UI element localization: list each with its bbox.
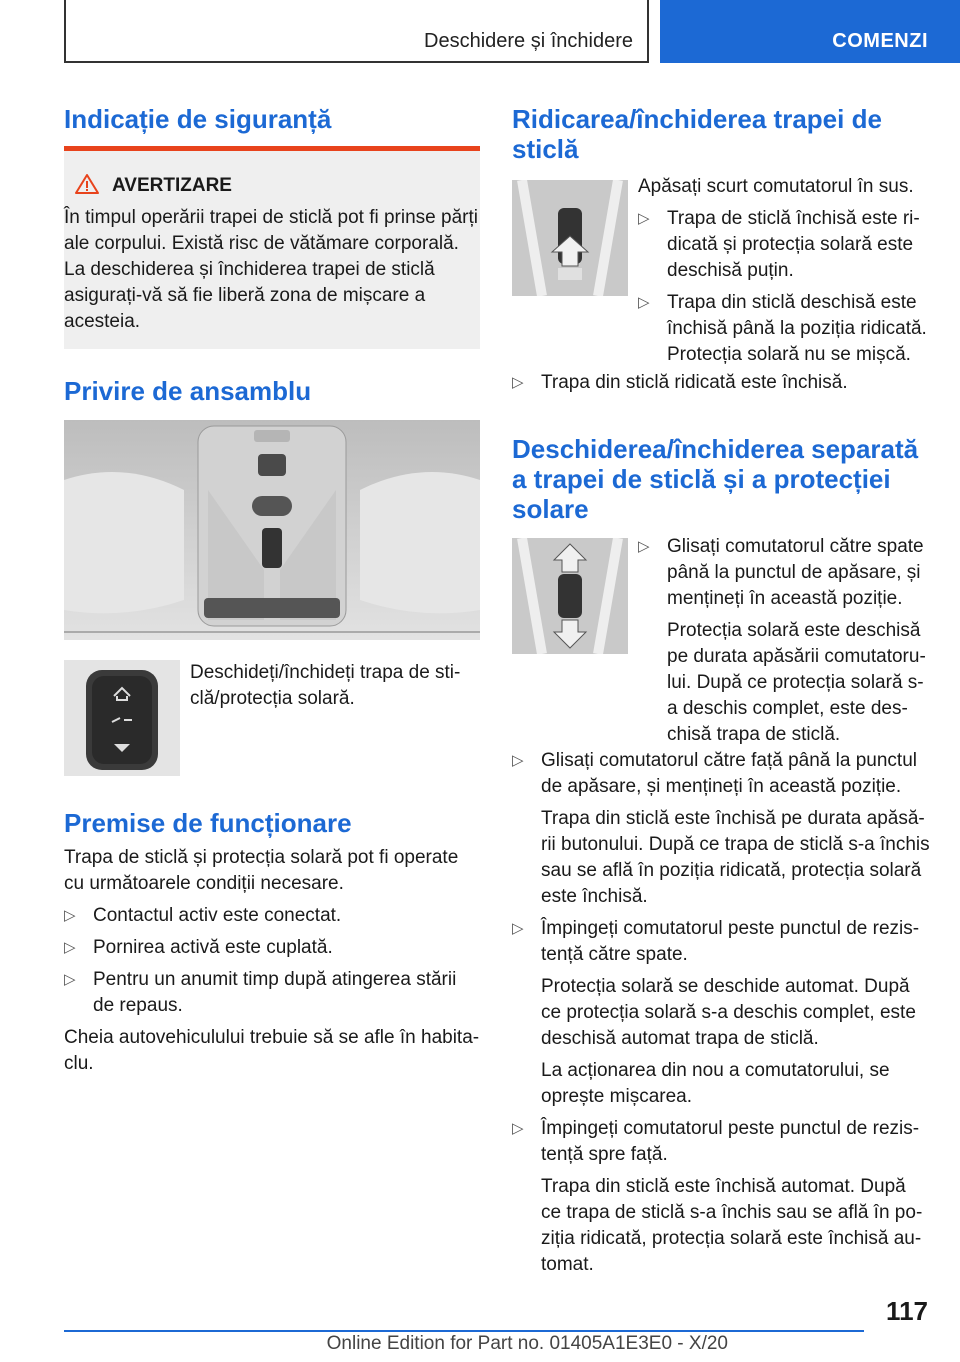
step-detail: Protecția solară este deschisă pe durata apăsării comutatorului. După ce protecția solară s-a deschis complet, este deschisă trapa de sticlă.	[667, 620, 926, 745]
step-text: Glisați comutatorul către față până la punctul de apăsare, și mențineți în această poziție.	[541, 750, 917, 797]
step-detail: Trapa din sticlă este închisă automat. După ce trapa de sticlă s-a închis sau se află în poziția ridicată, protecția solară este închisă automat.	[541, 1176, 923, 1275]
list-item: ▷ Pentru un anumit timp după atingerea stării de repaus.	[64, 967, 480, 1019]
step-detail: La acționarea din nou a comutatorului, se oprește mișcarea.	[541, 1060, 890, 1107]
step-text: Glisați comutatorul către spate până la punctul de apăsare, și mențineți în această poziție.	[667, 536, 924, 609]
separate-heading: Deschiderea/închiderea separată a trapei de sticlă și a protecției solare	[512, 434, 919, 524]
overhead-console-photo	[64, 420, 480, 640]
list-item	[512, 748, 930, 910]
warning-label: AVERTIZARE	[112, 175, 232, 196]
running-header	[64, 0, 649, 63]
list-item: ▷ Trapa de sticlă închisă este ridicată și protecția solară este deschisă puțin.	[638, 206, 930, 284]
step-text: Împingeți comutatorul peste punctul de rezistență către spate.	[541, 918, 920, 965]
switch-slide-photo	[512, 538, 628, 654]
separate-sub-list	[638, 534, 930, 748]
switch-up-arrow-illustration	[512, 180, 628, 296]
switch-caption: Deschideți/închideți trapa de sticlă/protecția solară.	[190, 662, 461, 709]
roof-switch-illustration	[64, 660, 180, 776]
step-text: Împingeți comutatorul peste punctul de rezistență spre față.	[541, 1118, 920, 1165]
step-detail: Trapa din sticlă este închisă pe durata apăsării butonului. După ce trapa de sticlă s-a închis sau se află în poziția ridicată, protecția solară este închisă.	[541, 808, 930, 907]
chapter-tab	[660, 0, 960, 63]
page-number: 117	[886, 1296, 928, 1326]
premises-intro: Trapa de sticlă și protecția solară pot fi operate cu următoarele condiții necesare.	[64, 847, 459, 894]
switch-press-up-photo	[512, 180, 628, 296]
chapter-title: COMENZI	[832, 30, 928, 52]
overhead-console-illustration	[64, 420, 480, 640]
list-item	[512, 916, 930, 1110]
raise-list	[512, 370, 930, 396]
list-item: ▷ Pornirea activă este cuplată.	[64, 935, 480, 961]
premises-list	[64, 903, 480, 1019]
switch-slide-arrows-illustration	[512, 538, 628, 654]
separate-list	[512, 748, 930, 1278]
section-title: Deschidere și închidere	[424, 30, 633, 52]
step-detail: Protecția solară se deschide automat. După ce protecția solară s-a deschis complet, este deschisă automat trapa de sticlă.	[541, 976, 916, 1049]
raise-intro: Apăsați scurt comutatorul în sus.	[638, 176, 914, 197]
raise-heading: Ridicarea/închiderea trapei de sticlă	[512, 104, 882, 164]
warning-triangle-icon	[74, 173, 100, 195]
edition-note: Online Edition for Part no. 01405A1E3E0 - X/20	[326, 1333, 728, 1354]
key-note: Cheia autovehiculului trebuie să se afle în habitaclu.	[64, 1027, 480, 1074]
list-item: ▷ Trapa din sticlă deschisă este închisă până la poziția ridicată. Protecția solară nu se mișcă.	[638, 290, 930, 368]
safety-heading: Indicație de siguranță	[64, 104, 332, 134]
switch-closeup-photo	[64, 660, 180, 776]
list-item: ▷ Trapa din sticlă ridicată este închisă.	[512, 370, 930, 396]
raise-sub-list	[638, 206, 930, 368]
warning-text: În timpul operării trapei de sticlă pot fi prinse părți ale corpului. Există risc de vătămare corporală. La deschiderea și închiderea trapei de sticlă asigurați-vă să fie liberă zona de mișcare a acesteia.	[64, 207, 478, 332]
list-item	[638, 534, 930, 748]
list-item	[512, 1116, 930, 1278]
warning-box	[64, 146, 480, 349]
list-item: ▷ Contactul activ este conectat.	[64, 903, 480, 929]
premises-heading: Premise de funcționare	[64, 808, 352, 838]
overview-heading: Privire de ansamblu	[64, 376, 312, 406]
footer-rule	[64, 1330, 864, 1332]
